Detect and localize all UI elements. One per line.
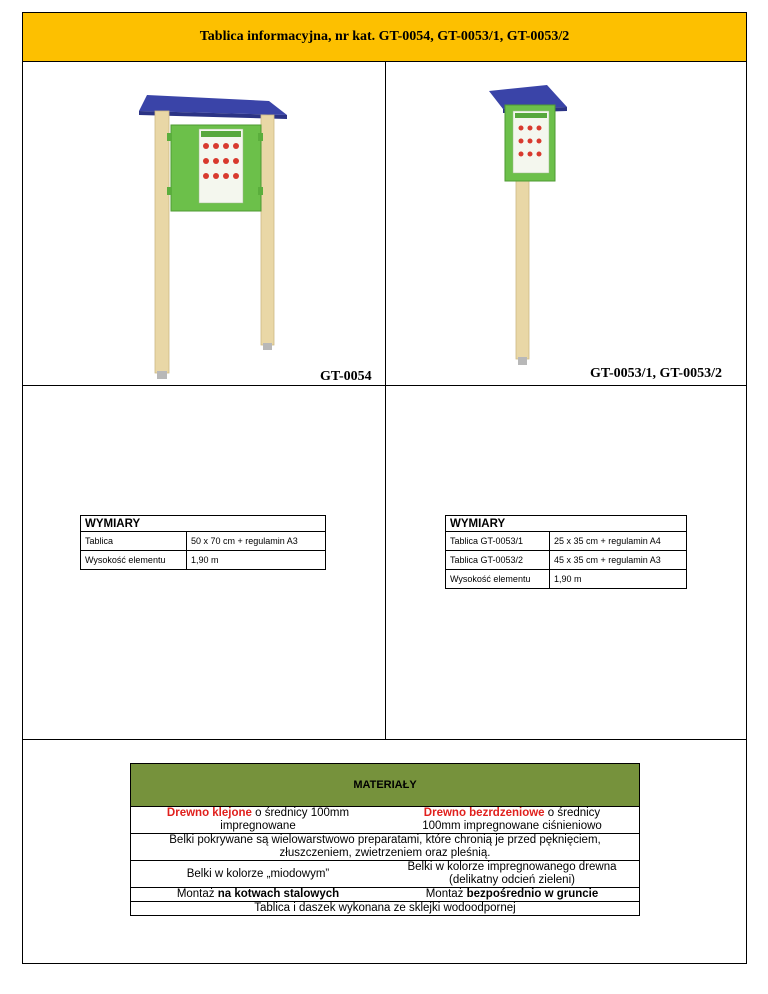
dim-label: Tablica (81, 532, 187, 551)
wood-right-text-2: 100mm impregnowane ciśnieniowo (422, 820, 602, 832)
dimensions-heading: WYMIARY (81, 516, 326, 532)
coating-line-2: złuszczeniem, zwietrzeniem oraz pleśnią. (279, 847, 491, 859)
board-note: Tablica i daszek wykonana ze sklejki wodoodpornej (254, 902, 516, 914)
color-right-line-1: Belki w kolorze impregnowanego drewna (407, 861, 617, 873)
dimensions-heading: WYMIARY (446, 516, 687, 532)
materials-row-wood (131, 807, 639, 834)
gt-0053-illustration (483, 83, 583, 373)
table-row (446, 570, 687, 589)
wood-left-text-2: impregnowane (220, 820, 296, 832)
materials-row-mount (131, 888, 639, 902)
color-right (385, 861, 639, 887)
table-row (446, 532, 687, 551)
dim-value: 1,90 m (550, 570, 687, 589)
column-divider (385, 62, 386, 739)
poster-sheet (199, 129, 243, 203)
right-post (261, 115, 274, 345)
wood-left-highlight: Drewno klejone (166, 807, 252, 819)
materials-row-coating (131, 834, 639, 861)
dim-label: Wysokość elementu (446, 570, 550, 589)
left-caption: GT-0054 (320, 369, 372, 384)
row-divider-bottom (23, 739, 746, 740)
mount-left (131, 888, 385, 901)
table-row (81, 532, 326, 551)
dim-value: 45 x 35 cm + regulamin A3 (550, 551, 687, 570)
table-row (81, 551, 326, 570)
materials-heading: MATERIAŁY (131, 764, 639, 807)
mount-right (385, 888, 639, 901)
mount-left-text: Montaż (176, 888, 218, 900)
page-title: Tablica informacyjna, nr kat. GT-0054, GT-0053/1, GT-0053/2 (199, 29, 570, 44)
dim-label: Tablica GT-0053/2 (446, 551, 550, 570)
coating-note (131, 834, 639, 860)
dim-label: Wysokość elementu (81, 551, 187, 570)
left-dimensions-table (80, 515, 326, 570)
dim-value: 25 x 35 cm + regulamin A4 (550, 532, 687, 551)
materials-row-color (131, 861, 639, 888)
wood-right (385, 807, 639, 833)
dim-value: 1,90 m (187, 551, 326, 570)
single-post (516, 179, 529, 359)
wood-right-highlight: Drewno bezrdzeniowe (423, 807, 545, 819)
mount-left-bold: na kotwach stalowych (217, 888, 340, 900)
wood-right-text: o średnicy (544, 807, 601, 819)
dim-label: Tablica GT-0053/1 (446, 532, 550, 551)
dim-value: 50 x 70 cm + regulamin A3 (187, 532, 326, 551)
title-bar (23, 13, 746, 62)
mount-right-bold: bezpośrednio w gruncie (466, 888, 599, 900)
wood-left-text: o średnicy 100mm (251, 807, 350, 819)
table-row (446, 551, 687, 570)
right-dimensions-table (445, 515, 687, 589)
color-right-line-2: (delikatny odcień zieleni) (449, 874, 575, 886)
right-caption: GT-0053/1, GT-0053/2 (590, 366, 722, 381)
gt-0054-illustration (131, 91, 301, 386)
mount-right-text: Montaż (425, 888, 467, 900)
left-post (155, 111, 169, 373)
materials-row-board (131, 902, 639, 915)
coating-line-1: Belki pokrywane są wielowarstwowo preparatami, które chronią je przed pęknięciem, (169, 834, 601, 846)
datasheet (22, 12, 747, 964)
materials-table (130, 763, 640, 916)
color-left: Belki w kolorze „miodowym” (186, 867, 330, 880)
wood-left (131, 807, 385, 833)
